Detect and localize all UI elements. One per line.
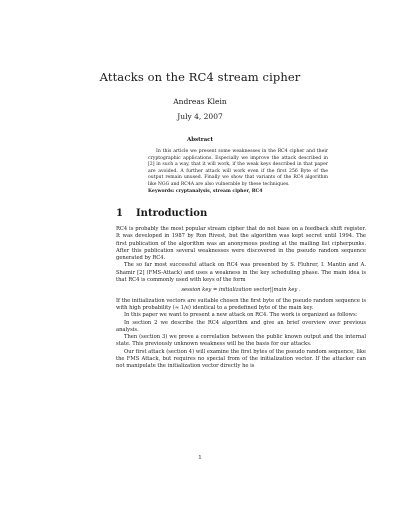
section-heading: [116, 208, 366, 219]
section-title: Introduction: [136, 208, 208, 219]
paragraph: RC4 is probably the most popular stream cipher that do not base on a feedback shift register. It was developed in 1987 by Ron Rivest, but the algorithm was kept secret until 1994. The first publication of the algorithm was an anonymous posting at the mailing list cipherpunks. After this publication several weaknesses were discovered in the pseudo random sequence generated by RC4.: [116, 226, 366, 262]
paragraph: In this paper we want to present a new attack on RC4. The work is organized as follows:: [124, 312, 358, 319]
display-equation: session key = initialization vector||main key .: [181, 287, 301, 294]
paragraph: The so far most successful attack on RC4 was presented by S. Fluhrer, I. Mantin and A. Shamir [2] (FMS-Attack) and uses a weakness in the key scheduling phase. The main idea is that RC4 is commonly used with keys of the form: [116, 262, 366, 284]
body-text: [116, 226, 366, 371]
section-number: 1: [116, 208, 123, 219]
paper-date: July 4, 2007: [177, 112, 223, 121]
keywords-text: cryptanalysis, stream cipher, RC4: [175, 188, 263, 194]
paragraph: If the initialization vectors are suitable chosen the first byte of the pseudo random sequence is with high probability (≈ 1/e) identical to a predefined byte of the main key.: [116, 297, 366, 311]
paragraph: Then (section 3) we prove a correlation between the public known output and the internal state. This previously unknown weakness will be the basis for our attacks.: [116, 334, 366, 348]
abstract-text: In this article we present some weaknesses in the RC4 cipher and their cryptographic applications. Especially we improve the attack described in [2] in such a way, that it will work, if the weak keys described in that paper are avoided. A further attack will work even if the first 256 Byte of the output remain unused. Finally we show that variants of the RC4 algorithm like NGG and RC4A are also vulnerable by these techniques.: [148, 149, 328, 187]
paper-title: Attacks on the RC4 stream cipher: [99, 70, 301, 84]
abstract-block: [148, 149, 328, 195]
paper-author: Andreas Klein: [173, 97, 227, 106]
page-number: 1: [198, 455, 202, 461]
paragraph: Our first attack (section 4) will examine the first bytes of the pseudo random sequence, like the FMS Attack, but requires no special from of the initialization vector. If the attacker can not manipulate the initialization vector directly he is: [116, 348, 366, 370]
abstract-heading: Abstract: [186, 137, 214, 143]
keywords-label: Keywords:: [148, 188, 175, 194]
paragraph: In section 2 we describe the RC4 algorithm and give an brief overview over previous analysis.: [116, 319, 366, 333]
